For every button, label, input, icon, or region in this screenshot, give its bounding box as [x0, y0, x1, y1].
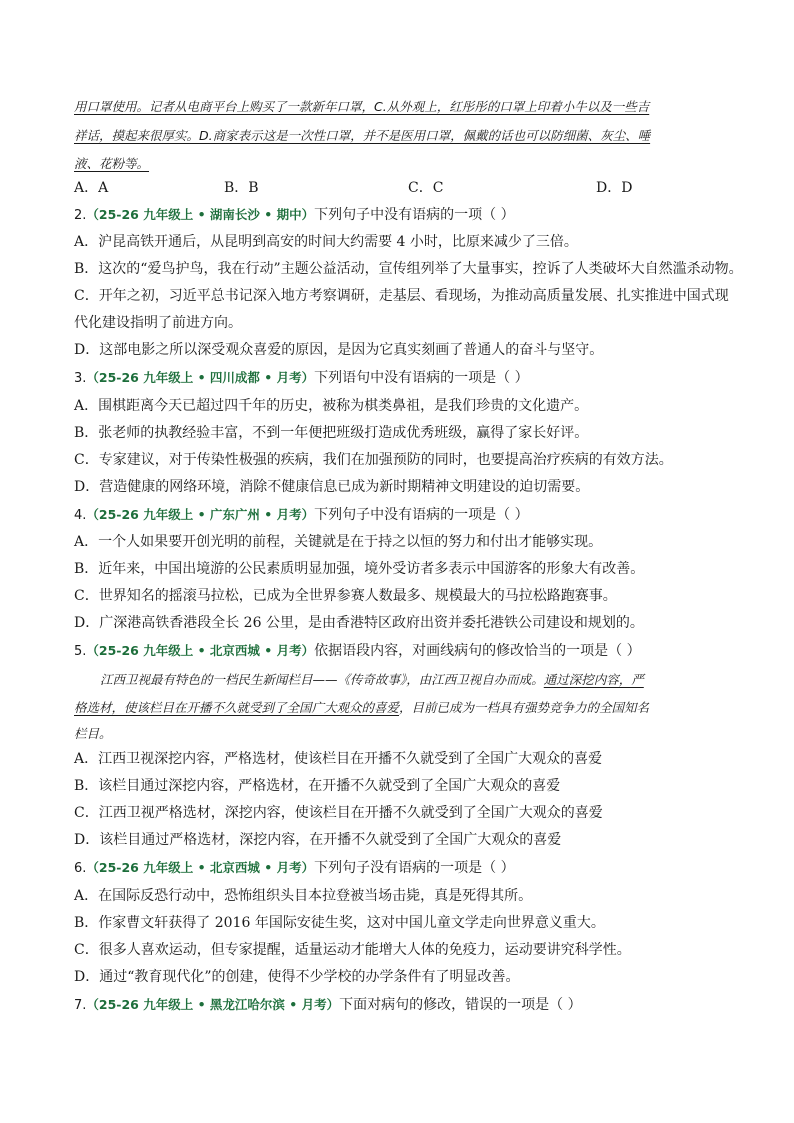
q7-stem [74, 995, 582, 1016]
q5-passage-line-1 [100, 670, 644, 690]
q3-option-a: A．围棋距离今天已超过四千年的历史，被称为棋类鼻祖，是我们珍贵的文化遗产。 [74, 398, 589, 414]
q4-option-c: C．世界知名的摇滚马拉松，已成为全世界参赛人数最多、规模最大的马拉松路跑赛事。 [74, 588, 617, 604]
q1-tail-line-3: 液、花粉等。 [74, 156, 150, 171]
q7-question: 下面对病句的修改，错误的一项是（ ） [339, 997, 582, 1013]
q6-option-a: A．在国际反恐行动中，恐怖组织头目本拉登被当场击毙，真是死得其所。 [74, 888, 533, 904]
q2-option-b: B．这次的“爱鸟护鸟，我在行动”主题公益活动，宣传组列举了大量事实，控诉了人类破坏大自然滥杀动物。 [74, 261, 743, 277]
q3-source: （25-26 九年级上 • 四川成都 • 月考） [86, 370, 315, 385]
q4-question: 下列句子中没有语病的一项是（ ） [314, 507, 529, 523]
q7-source: （25-26 九年级上 • 黑龙江哈尔滨 • 月考） [86, 997, 340, 1012]
q5-option-d: D．该栏目通过严格选材，深挖内容，在开播不久就受到了全国广大观众的喜爱 [74, 832, 562, 848]
q5-option-c: C．江西卫视严格选材，深挖内容，使该栏目在开播不久就受到了全国广大观众的喜爱 [74, 805, 603, 821]
q1-option-a: A．A [74, 180, 109, 196]
q6-source: （25-26 九年级上 • 北京西城 • 月考） [86, 860, 315, 875]
q4-source: （25-26 九年级上 • 广东广州 • 月考） [86, 507, 315, 522]
q1-tail-line-1: 用口罩使用。记者从电商平台上购买了一款新年口罩，C.从外观上，红彤彤的口罩上印着小牛以及一些吉 [74, 99, 650, 114]
q6-number: 6. [74, 861, 87, 876]
q5-underlined-sentence-part-2: 格选材，使该栏目在开播不久就受到了全国广大观众的喜爱 [74, 700, 400, 715]
q2-option-d: D．这部电影之所以深受观众喜爱的原因，是因为它真实刻画了普通人的奋斗与坚守。 [74, 342, 604, 358]
q4-number: 4. [74, 508, 87, 523]
q3-option-b: B．张老师的执教经验丰富，不到一年便把班级打造成优秀班级，赢得了家长好评。 [74, 425, 589, 441]
q1-option-c: C．C [408, 180, 444, 196]
q5-source: （25-26 九年级上 • 北京西城 • 月考） [86, 643, 315, 658]
q2-number: 2. [74, 208, 87, 223]
q5-number: 5. [74, 644, 87, 659]
q4-option-d: D．广深港高铁香港段全长 26 公里，是由香港特区政府出资并委托港铁公司建设和规划的。 [74, 615, 644, 631]
q2-option-c-line-1: C．开年之初，习近平总书记深入地方考察调研，走基层、看现场，为推动高质量发展、扎实推进中国式现 [74, 288, 729, 304]
q1-option-b: B．B [224, 180, 259, 196]
q1-tail-line-2: 祥话，摸起来很厚实。D.商家表示这是一次性口罩，并不是医用口罩，佩戴的话也可以防细菌、灰尘、唾 [74, 128, 651, 143]
q6-option-d: D．通过“教育现代化”的创建，使得不少学校的办学条件有了明显改善。 [74, 969, 520, 985]
q5-passage-text: 江西卫视最有特色的一档民生新闻栏目——《传奇故事》，由江西卫视自办而成。 [100, 672, 544, 687]
q4-stem [74, 505, 529, 526]
q5-passage-text-2: ，目前已成为一档具有强势竞争力的全国知名 [399, 700, 650, 715]
q3-question: 下列语句中没有语病的一项是（ ） [314, 370, 529, 386]
q5-option-b: B．该栏目通过深挖内容，严格选材，在开播不久就受到了全国广大观众的喜爱 [74, 778, 561, 794]
q5-passage-line-3: 栏目。 [74, 726, 112, 741]
q6-stem [74, 858, 515, 879]
q1-option-d: D．D [596, 180, 633, 196]
q5-question: 依据语段内容，对画线病句的修改恰当的一项是（ ） [314, 643, 641, 659]
q3-option-d: D．营造健康的网络环境，消除不健康信息已成为新时期精神文明建设的迫切需要。 [74, 479, 590, 495]
q5-option-a: A．江西卫视深挖内容，严格选材，使该栏目在开播不久就受到了全国广大观众的喜爱 [74, 751, 603, 767]
q5-underlined-sentence-part-1: 通过深挖内容，严 [543, 672, 644, 687]
q3-option-c: C．专家建议，对于传染性极强的疾病，我们在加强预防的同时，也要提高治疗疾病的有效方法。 [74, 452, 673, 468]
q2-option-c-line-2: 代化建设指明了前进方向。 [74, 315, 242, 331]
q5-passage-line-2 [74, 698, 649, 718]
q1-options [74, 178, 734, 198]
q6-question: 下列句子没有语病的一项是（ ） [314, 860, 515, 876]
q4-option-b: B．近年来，中国出境游的公民素质明显加强，境外受访者多表示中国游客的形象大有改善。 [74, 561, 645, 577]
q3-stem [74, 368, 529, 389]
q2-option-a: A．沪昆高铁开通后，从昆明到高安的时间大约需要 4 小时，比原来减少了三倍。 [74, 234, 578, 250]
q2-source: （25-26 九年级上 • 湖南长沙 • 期中） [86, 207, 315, 222]
q7-number: 7. [74, 998, 87, 1013]
q6-option-b: B．作家曹文轩获得了 2016 年国际安徒生奖，这对中国儿童文学走向世界意义重大。 [74, 915, 605, 931]
q5-stem [74, 641, 641, 662]
q3-number: 3. [74, 371, 87, 386]
q2-question: 下列句子中没有语病的一项（ ） [314, 207, 515, 223]
q4-option-a: A．一个人如果要开创光明的前程，关键就是在于持之以恒的努力和付出才能够实现。 [74, 534, 603, 550]
q6-option-c: C．很多人喜欢运动，但专家提醒，适量运动才能增大人体的免疫力，运动要讲究科学性。 [74, 942, 631, 958]
q2-stem [74, 205, 515, 226]
